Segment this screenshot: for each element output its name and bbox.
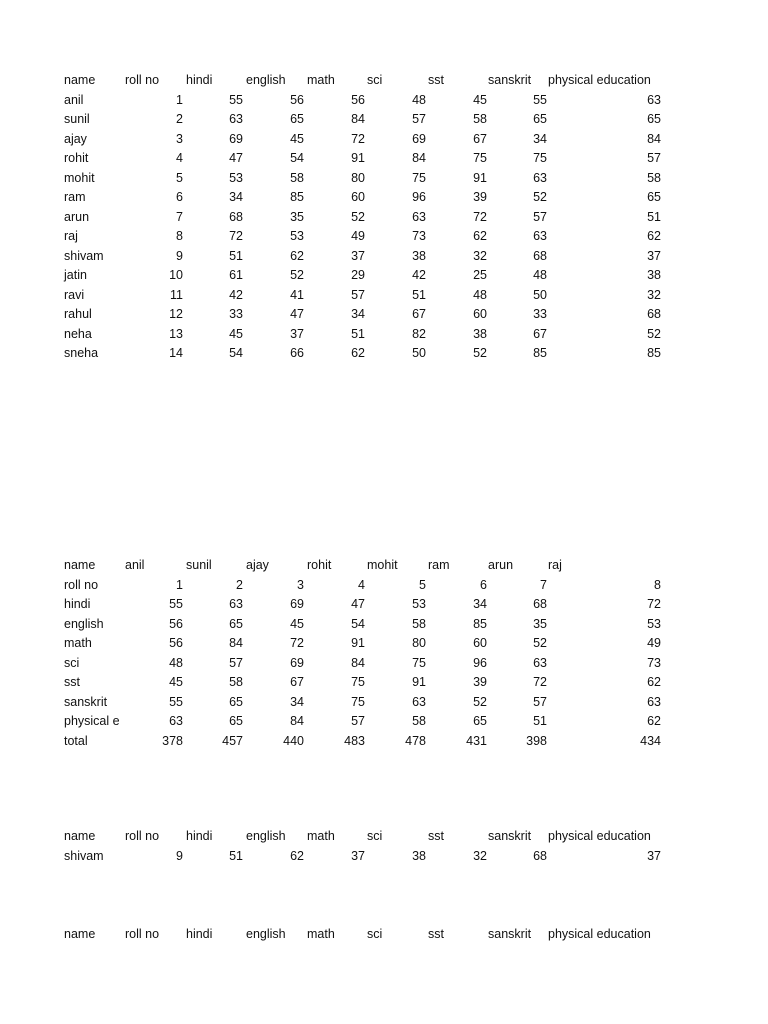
table-cell: 25 [473,268,487,282]
table-cell: 75 [351,694,365,709]
table-cell: 91 [351,636,365,650]
table-cell: 72 [229,229,243,243]
table-cell: 52 [351,209,365,224]
table-cell: 60 [473,307,487,321]
table-cell: 34 [351,307,365,321]
column-header: rohit [307,558,332,572]
column-header: hindi [186,927,213,941]
table-cell: 72 [647,597,661,611]
table-row [0,304,768,324]
table-cell: 65 [229,616,243,631]
table-row [0,575,768,595]
table-cell: 68 [533,848,547,863]
table-cell: 75 [412,170,426,185]
header-row [0,826,768,846]
table-cell: 56 [169,636,183,650]
table-cell: 8 [176,229,183,243]
table-cell: 85 [290,190,304,204]
table-cell: 63 [229,597,243,611]
table-cell: 91 [412,675,426,689]
row-label: total [64,733,88,748]
table-cell: 50 [533,287,547,302]
table-cell: 52 [647,326,661,341]
table-cell: 37 [290,326,304,341]
table-cell: 29 [351,268,365,282]
table-cell: 38 [412,248,426,263]
table-cell: 48 [412,92,426,107]
table-cell: 55 [169,694,183,709]
table-cell: 47 [229,151,243,165]
table-row [0,285,768,305]
column-header: name [64,927,96,941]
table-cell: 72 [290,636,304,650]
table-cell: 73 [647,655,661,670]
row-label: physical e [64,714,120,728]
table-cell: 51 [412,287,426,302]
table-row [0,343,768,363]
table-cell: 9 [176,248,183,263]
table-cell: 37 [351,248,365,263]
table-cell: 57 [647,151,661,165]
table-cell: 54 [351,616,365,631]
table-cell: 63 [169,714,183,728]
table-cell: 63 [647,694,661,709]
row-label: english [64,616,104,631]
table-cell: 85 [647,346,661,360]
table-cell: 75 [412,655,426,670]
table-row [0,614,768,634]
table-cell: 65 [533,112,547,126]
table-cell: 32 [647,287,661,302]
column-header: sanskrit [488,829,532,843]
table-cell: 37 [647,848,661,863]
row-label: rohit [64,151,89,165]
table-row [0,246,768,266]
table-cell: 52 [473,346,487,360]
table-cell: 51 [533,714,547,728]
column-header: sci [367,927,383,941]
table-cell: 378 [162,733,183,748]
table-cell: 63 [533,170,547,185]
table-cell: 45 [473,92,487,107]
table-cell: 11 [170,287,183,302]
column-header: english [246,829,286,843]
table-cell: 398 [526,733,547,748]
table-row [0,324,768,344]
table-cell: 39 [473,190,487,204]
column-header: physical education [548,73,651,87]
table-cell: 72 [473,209,487,224]
table-row [0,846,768,866]
table-cell: 63 [533,229,547,243]
table-cell: 68 [533,248,547,263]
row-label: rahul [64,307,92,321]
table-cell: 5 [419,577,426,592]
table-cell: 54 [290,151,304,165]
table-cell: 63 [229,112,243,126]
table-cell: 63 [647,92,661,107]
table-cell: 51 [229,848,243,863]
table-cell: 7 [540,577,547,592]
column-header: name [64,829,96,843]
table-cell: 62 [647,675,661,689]
row-label: ajay [64,131,87,146]
table-cell: 67 [412,307,426,321]
table-cell: 56 [290,92,304,107]
table-cell: 67 [533,326,547,341]
column-header: arun [488,558,514,572]
table-cell: 38 [647,268,661,282]
table-cell: 73 [412,229,426,243]
table-cell: 4 [176,151,183,165]
table-cell: 5 [176,170,183,185]
table-cell: 72 [533,675,547,689]
table-cell: 52 [533,636,547,650]
table-cell: 69 [290,597,304,611]
table-cell: 84 [647,131,661,146]
column-header: physical education [548,829,651,843]
table-cell: 52 [473,694,487,709]
table-cell: 45 [290,616,304,631]
header-row [0,924,768,944]
row-label: neha [64,326,92,341]
row-label: roll no [64,577,99,592]
table-cell: 34 [473,597,487,611]
row-label: sneha [64,346,99,360]
row-label: hindi [64,597,91,611]
row-label: ram [64,190,86,204]
table-cell: 63 [412,694,426,709]
column-header: ram [428,558,450,572]
table-cell: 61 [229,268,243,282]
row-label: shivam [64,248,104,263]
table-cell: 1 [176,92,183,107]
header-row [0,555,768,575]
table-row [0,672,768,692]
table-cell: 69 [290,655,304,670]
table-cell: 69 [412,131,426,146]
table-cell: 65 [229,694,243,709]
table-cell: 33 [533,307,547,321]
table-cell: 58 [290,170,304,185]
table-cell: 84 [351,655,365,670]
column-header: sst [428,927,444,941]
table-cell: 37 [351,848,365,863]
table-cell: 62 [290,248,304,263]
column-header: math [307,829,335,843]
table-cell: 96 [473,655,487,670]
table-cell: 75 [533,151,547,165]
table-cell: 32 [473,248,487,263]
table-row [0,109,768,129]
table-cell: 60 [351,190,365,204]
table-cell: 53 [290,229,304,243]
row-label: anil [64,92,84,107]
table-cell: 37 [647,248,661,263]
table-cell: 457 [222,733,243,748]
row-label: sci [64,655,80,670]
table-cell: 45 [290,131,304,146]
table-cell: 53 [229,170,243,185]
table-cell: 62 [647,714,661,728]
table-cell: 34 [290,694,304,709]
table-cell: 51 [229,248,243,263]
table-row [0,594,768,614]
table-cell: 3 [297,577,304,592]
column-header: sst [428,829,444,843]
table-cell: 33 [229,307,243,321]
table-cell: 68 [647,307,661,321]
table-cell: 58 [647,170,661,185]
row-label: mohit [64,170,95,185]
table-row [0,207,768,227]
table-cell: 54 [229,346,243,360]
column-header: roll no [125,73,160,87]
table-cell: 65 [229,714,243,728]
table-cell: 1 [176,577,183,592]
table-cell: 60 [473,636,487,650]
table-cell: 62 [647,229,661,243]
table-cell: 57 [533,694,547,709]
table-cell: 69 [229,131,243,146]
column-header: sunil [186,558,212,572]
table-cell: 68 [533,597,547,611]
table-cell: 57 [351,287,365,302]
column-header: name [64,73,96,87]
row-label: math [64,636,92,650]
table-cell: 58 [412,616,426,631]
table-cell: 52 [533,190,547,204]
column-header: physical education [548,927,651,941]
table-cell: 85 [473,616,487,631]
table-cell: 62 [473,229,487,243]
column-header: english [246,927,286,941]
table-cell: 2 [236,577,243,592]
table-cell: 62 [290,848,304,863]
table-cell: 75 [351,675,365,689]
table-cell: 67 [290,675,304,689]
table-cell: 72 [351,131,365,146]
table-cell: 56 [169,616,183,631]
table-cell: 34 [229,190,243,204]
table-cell: 58 [412,714,426,728]
header-row [0,70,768,90]
table-cell: 4 [358,577,365,592]
table-cell: 96 [412,190,426,204]
table-cell: 67 [473,131,487,146]
column-header: roll no [125,829,160,843]
table-cell: 82 [412,326,426,341]
table-row [0,633,768,653]
row-label: ravi [64,287,85,302]
table-row [0,226,768,246]
column-header: sanskrit [488,927,532,941]
table-cell: 84 [351,112,365,126]
row-label: raj [64,229,78,243]
table-cell: 65 [473,714,487,728]
row-label: shivam [64,848,104,863]
table-row [0,187,768,207]
table-cell: 38 [473,326,487,341]
table-cell: 32 [473,848,487,863]
table-cell: 7 [176,209,183,224]
table-cell: 47 [351,597,365,611]
table-cell: 53 [412,597,426,611]
table-cell: 56 [351,92,365,107]
table-cell: 91 [473,170,487,185]
table-cell: 66 [290,346,304,360]
table-cell: 10 [169,268,183,282]
table-cell: 63 [533,655,547,670]
table-cell: 48 [473,287,487,302]
table-cell: 84 [229,636,243,650]
table-row [0,148,768,168]
table-cell: 8 [654,577,661,592]
table-cell: 14 [169,346,183,360]
table-row [0,168,768,188]
table-cell: 45 [229,326,243,341]
table-cell: 48 [169,655,183,670]
table-cell: 35 [290,209,304,224]
column-header: hindi [186,829,213,843]
table-row [0,711,768,731]
table-cell: 440 [283,733,304,748]
table-cell: 13 [169,326,183,341]
column-header: sci [367,829,383,843]
table-cell: 431 [466,733,487,748]
table-cell: 38 [412,848,426,863]
table-cell: 57 [412,112,426,126]
table-cell: 34 [533,131,547,146]
table-cell: 51 [351,326,365,341]
table-cell: 6 [480,577,487,592]
table-cell: 35 [533,616,547,631]
column-header: ajay [246,558,269,572]
column-header: sanskrit [488,73,532,87]
table-cell: 12 [169,307,183,321]
table-row [0,692,768,712]
table-cell: 85 [533,346,547,360]
column-header: anil [125,558,145,572]
column-header: raj [548,558,562,572]
table-cell: 51 [647,209,661,224]
column-header: sci [367,73,383,87]
table-cell: 65 [290,112,304,126]
table-row [0,265,768,285]
table-cell: 47 [290,307,304,321]
row-label: sanskrit [64,694,108,709]
table-cell: 58 [229,675,243,689]
table-cell: 57 [533,209,547,224]
table-cell: 65 [647,112,661,126]
table-cell: 3 [176,131,183,146]
table-cell: 58 [473,112,487,126]
table-row [0,129,768,149]
table-cell: 91 [351,151,365,165]
table-cell: 483 [344,733,365,748]
table-cell: 42 [229,287,243,302]
table-cell: 2 [176,112,183,126]
table-cell: 62 [351,346,365,360]
table-cell: 84 [290,714,304,728]
row-label: sunil [64,112,90,126]
table-cell: 80 [412,636,426,650]
column-header: name [64,558,96,572]
table-cell: 49 [647,636,661,650]
table-cell: 55 [533,92,547,107]
table-cell: 55 [229,92,243,107]
table-cell: 41 [290,287,304,302]
column-header: roll no [125,927,160,941]
table-cell: 39 [473,675,487,689]
table-cell: 75 [473,151,487,165]
table-cell: 80 [351,170,365,185]
table-cell: 84 [412,151,426,165]
table-cell: 9 [176,848,183,863]
column-header: math [307,927,335,941]
row-label: arun [64,209,90,224]
table-cell: 478 [405,733,426,748]
table-cell: 45 [169,675,183,689]
table-cell: 434 [640,733,661,748]
table-cell: 57 [351,714,365,728]
column-header: math [307,73,335,87]
column-header: mohit [367,558,398,572]
column-header: hindi [186,73,213,87]
table-cell: 6 [176,190,183,204]
table-cell: 57 [229,655,243,670]
table-cell: 63 [412,209,426,224]
table-cell: 52 [290,268,304,282]
table-cell: 53 [647,616,661,631]
table-cell: 65 [647,190,661,204]
table-cell: 48 [533,268,547,282]
table-row [0,90,768,110]
table-cell: 50 [412,346,426,360]
table-cell: 42 [412,268,426,282]
table-row [0,653,768,673]
row-label: sst [64,675,80,689]
table-row [0,731,768,751]
column-header: sst [428,73,444,87]
table-cell: 49 [351,229,365,243]
table-cell: 68 [229,209,243,224]
table-cell: 55 [169,597,183,611]
column-header: english [246,73,286,87]
row-label: jatin [64,268,87,282]
